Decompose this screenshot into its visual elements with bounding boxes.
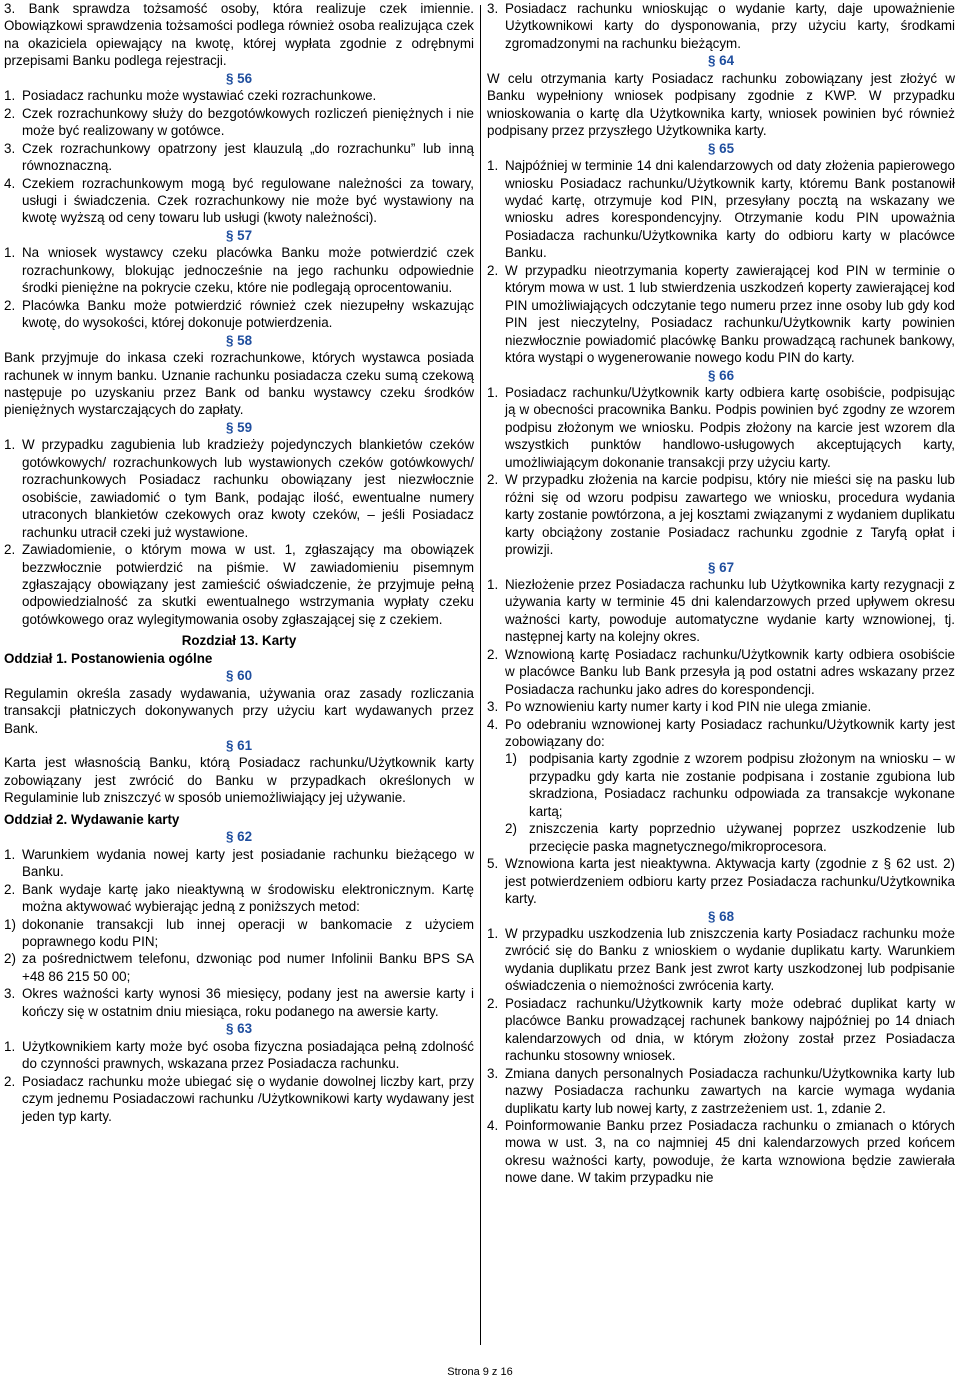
list-item: 1. Warunkiem wydania nowej karty jest posiadanie rachunku bieżącego w Banku.	[4, 846, 474, 880]
list-item: 1. Posiadacz rachunku/Użytkownik karty odbiera kartę osobiście, podpisując ją w obecności pracownika Banku. Podpis powinien być zgodny ze wzorem podpisu złożonym we wniosku. Podpis złożony na karcie jest wzorem dla wszystkich punktów handlowo-usługowych akceptujących karty, umożliwiającym dokonanie transakcji przy użyciu karty.	[487, 384, 955, 470]
paragraph: Karta jest własnością Banku, którą Posiadacz rachunku/Użytkownik karty zobowiązany jest zwrócić do Banku w przypadkach określonych w Regulaminie lub zniszczyć w sposób uniemożliwiający jej używanie.	[4, 755, 474, 806]
list-item: 1. Posiadacz rachunku może wystawiać czeki rozrachunkowe.	[4, 88, 377, 104]
section-heading-67: § 67	[707, 559, 735, 575]
list-item: 3. Czek rozrachunkowy opatrzony jest klauzulą „do rozrachunku” lub inną równoznaczną.	[4, 140, 474, 174]
division-title: Oddział 2. Wydawanie karty	[4, 811, 180, 827]
list-item: 4. Po odebraniu wznowionej karty Posiadacz rachunku/Użytkownik karty jest zobowiązany do:	[487, 716, 955, 750]
list-item: 1. Na wniosek wystawcy czeku placówka Banku może potwierdzić czek rozrachunkowy, blokując jednocześnie na jego rachunku odpowiednie środki pieniężne na pokrycie czeku, które nie podlegają oprocentowaniu.	[4, 245, 474, 296]
page-footer: Strona 9 z 16	[447, 1366, 513, 1378]
section-heading-63: § 63	[225, 1021, 253, 1037]
column-divider	[480, 5, 481, 1345]
list-item: 2. Posiadacz rachunku/Użytkownik karty może odebrać duplikat karty w placówce Banku prowadzącej rachunek bankowy najpóźniej po 14 dniach kalendarzowych od dnia, w którym złożony został przez Posiadacza rachunku stosowny wniosek.	[487, 995, 955, 1064]
section-heading-64: § 64	[707, 53, 735, 69]
list-item: 2) za pośrednictwem telefonu, dzwoniąc pod numer Infolinii Banku BPS SA +48 86 215 50 00;	[4, 951, 474, 984]
list-item: 1. Niezłożenie przez Posiadacza rachunku lub Użytkownika karty rezygnacji z używania karty w terminie 45 dni kalendarzowych przed upływem okresu ważności karty, powoduje automatyczne wydanie karty wznowionej, tj. następnej karty na kolejny okres.	[487, 576, 955, 645]
right-column	[487, 0, 955, 1187]
chapter-title: Rozdział 13. Karty	[181, 633, 297, 649]
section-heading-66: § 66	[707, 367, 735, 383]
list-item: 2. Zawiadomienie, o którym mowa w ust. 1, zgłaszający ma obowiązek bezzwłocznie potwierdzić na piśmie. W zawiadomieniu pisemnym zgłaszający obowiązany jest zamieścić oświadczenie, że przyjmuje pełną odpowiedzialność za skutki ewentualnego wstrzymania wypłaty czeku gotówkowego oraz wylegitymowania osoby zgłaszającej się z czekiem.	[4, 542, 474, 627]
section-heading-62: § 62	[225, 829, 253, 845]
left-column	[4, 0, 474, 1125]
list-item: 2. Bank wydaje kartę jako nieaktywną w środowisku elektronicznym. Kartę można aktywować wybierając jedną z poniższych metod:	[4, 881, 474, 915]
section-heading-61: § 61	[225, 738, 253, 754]
list-item: 1. Najpóźniej w terminie 14 dni kalendarzowych od daty złożenia papierowego wniosku Posiadacz rachunku/Użytkownik karty, któremu Bank postanowił wydać kartę, otrzymuje kod PIN, przesyłany pocztą na wskazany we wniosku adres korespondencyjny. Otrzymanie kodu PIN upoważnia Posiadacza rachunku/Użytkownika karty do odbioru karty w placówce Banku.	[487, 158, 955, 261]
list-item: 2. W przypadku złożenia na karcie podpisu, który nie mieści się na pasku lub różni się od wzoru podpisu zawartego we wniosku, procedura wydania karty zostanie powtórzona, a jej kosztami związanymi z wydaniem duplikatu karty obciążony zostanie Posiadacz rachunku zgodnie z Taryfą opłat i prowizji.	[487, 472, 955, 558]
list-item: 4. Czekiem rozrachunkowym mogą być regulowane należności za towary, usługi i świadczenia. Czek rozrachunkowy nie może być wystawiony na kwotę wyższą od ceny towaru lub usługi (kwoty należności).	[4, 175, 474, 226]
section-heading-68: § 68	[707, 908, 735, 924]
list-item: 1) dokonanie transakcji lub innej operacji w bankomacie z użyciem poprawnego kodu PIN;	[4, 916, 474, 950]
list-item: 4. Poinformowanie Banku przez Posiadacza rachunku o zmianach o których mowa w ust. 3, na co najmniej 45 dni kalendarzowych przed końcem okresu ważności karty, powoduje, że karta wznowiona będzie zawierała nowe dane. W takim przypadku nie	[487, 1118, 955, 1186]
list-item: 2. W przypadku nieotrzymania koperty zawierającej kod PIN w terminie o którym mowa w ust. 1 lub stwierdzenia uszkodzeń koperty zawierającej kod PIN umożliwiających odczytanie tego numeru przez inne osoby lub gdy kod PIN jest nieczytelny, Posiadacz rachunku/Użytkownik karty powinien niezwłocznie powiadomić placówkę Banku prowadzącą rachunek bankowy, która wystąpi o wygenerowanie nowego kodu PIN do karty.	[487, 262, 955, 366]
list-item: 3. Okres ważności karty wynosi 36 miesięcy, podany jest na awersie karty i kończy się w ostatnim dniu miesiąca, roku podanego na awersie karty.	[4, 986, 474, 1019]
section-heading-56: § 56	[225, 70, 253, 86]
division-title: Oddział 1. Postanowienia ogólne	[4, 650, 213, 666]
list-item: 2. Placówka Banku może potwierdzić również czek niezupełny wskazując kwotę, do wysokości, której dokonuje potwierdzenia.	[4, 297, 474, 331]
paragraph: 3. Bank sprawdza tożsamość osoby, która realizuje czek imiennie. Obowiązkowi sprawdzenia tożsamości podlega również osoba realizująca czek na okaziciela opiewający na kwotę, której wypłata zgodnie z odrębnymi przepisami Banku podlega rejestracji.	[4, 1, 474, 69]
sub-list-item: 1) podpisania karty zgodnie z wzorem podpisu złożonym na wniosku – w przypadku gdy karta nie zostanie podpisana i zostanie zgubiona lub skradziona, Posiadacz rachunku odpowiada za transakcje wykonane kartą;	[505, 751, 955, 819]
list-item: 1. W przypadku zagubienia lub kradzieży pojedynczych blankietów czeków gotówkowych/ rozrachunkowych lub wystawionych czeków gotówkowych/ rozrachunkowych Posiadacz rachunku obowiązany jest niezwłocznie osobiście, zawiadomić o tym Bank, podając ilość, ewentualne numery utraconych blankietów czekowych oraz kwoty czeków, – jeśli Posiadacz rachunku utracił czeki już wystawione.	[4, 437, 474, 540]
list-item: 5. Wznowiona karta jest nieaktywna. Aktywacja karty (zgodnie z § 62 ust. 2) jest potwierdzeniem odbioru karty przez Posiadacza rachunku/Użytkownika karty.	[487, 856, 955, 907]
paragraph: W celu otrzymania karty Posiadacz rachunku zobowiązany jest złożyć w Banku wypełniony wniosek podpisany zgodnie z KWP. W przypadku wnioskowania o kartę dla Użytkownika karty, wniosek powinien być również podpisany przez przyszłego Użytkownika karty.	[487, 70, 955, 139]
list-item: 3. Posiadacz rachunku wnioskując o wydanie karty, daje upoważnienie Użytkownikowi karty do dysponowania, przy użyciu karty, środkami zgromadzonymi na rachunku bieżącym.	[487, 1, 955, 51]
list-item: 3. Po wznowieniu karty numer karty i kod PIN nie ulega zmianie.	[487, 699, 872, 715]
list-item: 1. Użytkownikiem karty może być osoba fizyczna posiadająca pełną zdolność do czynności prawnych, wskazana przez Posiadacza rachunku.	[4, 1038, 474, 1072]
section-heading-57: § 57	[225, 227, 253, 243]
section-heading-59: § 59	[225, 419, 253, 435]
paragraph: Bank przyjmuje do inkasa czeki rozrachunkowe, których wystawca posiada rachunek w innym banku. Uznanie rachunku posiadacza czeku sumą czekową następuje po uzyskaniu przez Bank od banku wystawcy czeku środków pieniężnych wystarczających do zapłaty.	[4, 350, 474, 418]
section-heading-65: § 65	[707, 140, 735, 156]
section-heading-58: § 58	[225, 332, 253, 348]
list-item: 2. Posiadacz rachunku może ubiegać się o wydanie dowolnej liczby kart, przy czym jednemu Posiadaczowi rachunku /Użytkownikowi karty wydawany jest jeden typ karty.	[4, 1073, 474, 1124]
list-item: 2. Czek rozrachunkowy służy do bezgotówkowych rozliczeń pieniężnych i nie może być realizowany w gotówce.	[4, 105, 474, 139]
list-item: 1. W przypadku uszkodzenia lub zniszczenia karty Posiadacz rachunku może zwrócić się do Banku z wnioskiem o wydanie duplikatu karty. Warunkiem wydania duplikatu przez Bank jest zwrot karty uszkodzonej lub podpisanie oświadczenia o niemożności zwrócenia karty.	[487, 926, 955, 994]
list-item: 2. Wznowioną kartę Posiadacz rachunku/Użytkownik karty odbiera osobiście w placówce Banku lub Bank przesyła ją pod ostatni adres wskazany przez Posiadacza rachunku jako adres do korespondencji.	[487, 646, 955, 697]
section-heading-60: § 60	[225, 668, 253, 684]
list-item: 3. Zmiana danych personalnych Posiadacza rachunku/Użytkownika karty lub nazwy Posiadacza rachunku zawartych na karcie wymaga wydania duplikatu karty lub nowej karty, z zastrzeżeniem ust. 1, zdanie 2.	[487, 1065, 955, 1116]
sub-list-item: 2) zniszczenia karty poprzednio używanej poprzez uszkodzenie lub przecięcie paska magnetycznego/mikroprocesora.	[505, 821, 955, 854]
paragraph: Regulamin określa zasady wydawania, używania oraz zasady rozliczania transakcji płatniczych dokonywanych przy użyciu kart wydawanych przez Bank.	[4, 685, 474, 736]
